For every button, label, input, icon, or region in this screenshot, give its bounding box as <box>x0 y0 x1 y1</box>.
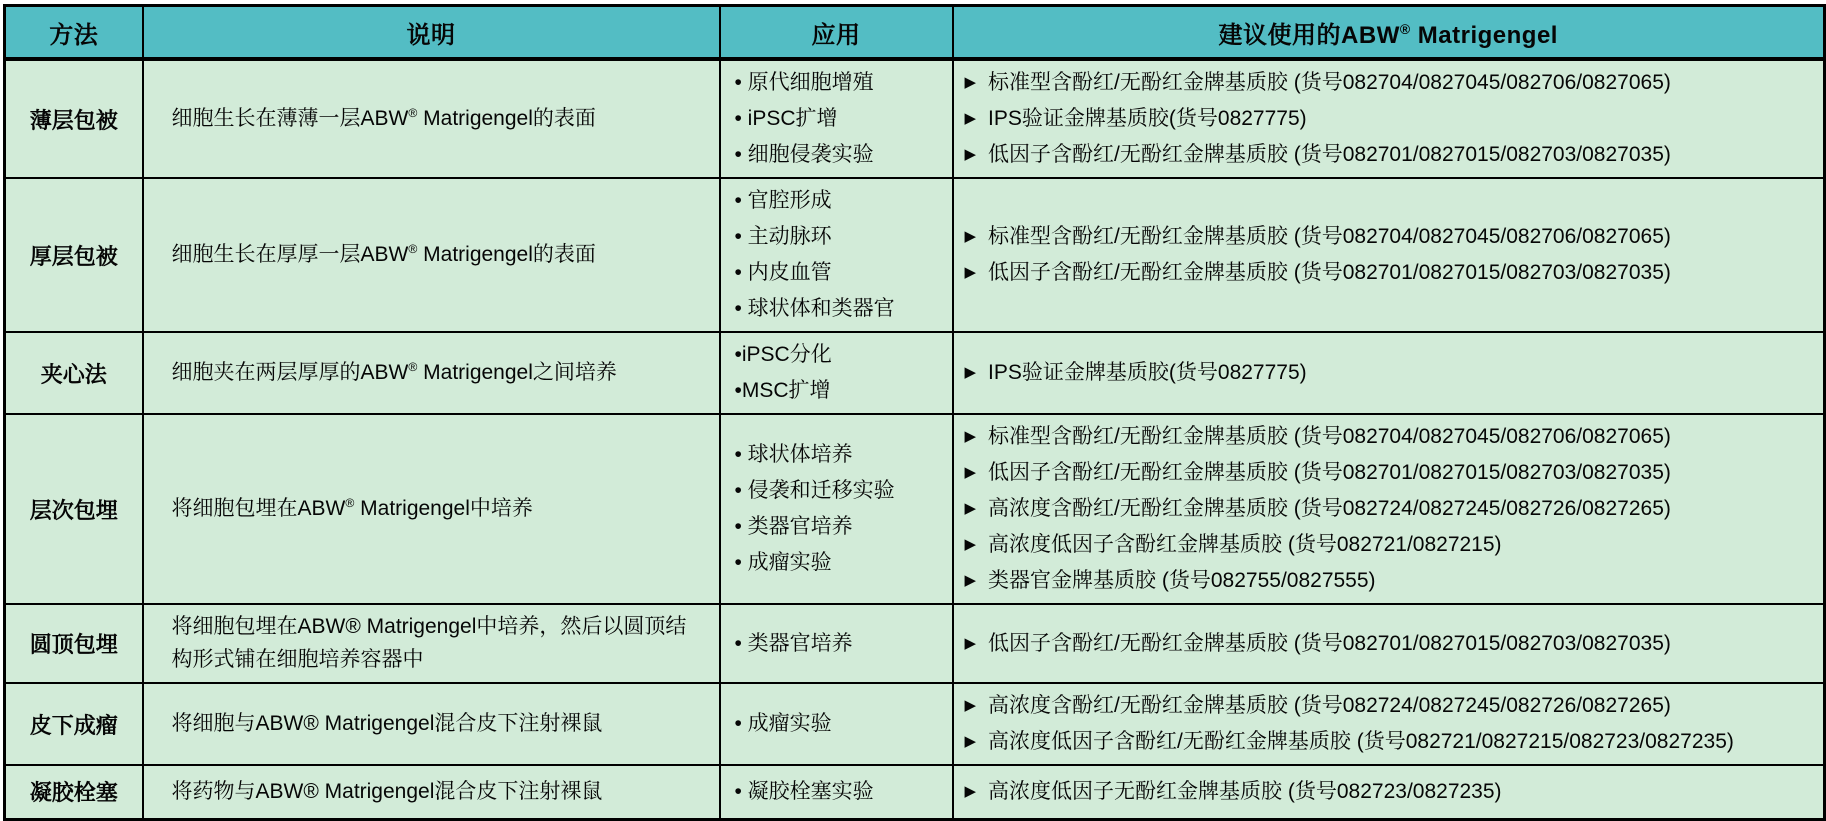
applications-cell <box>720 765 953 819</box>
method-cell: 皮下成瘤 <box>5 683 143 765</box>
description-cell: 将细胞包埋在ABW® Matrigengel中培养，然后以圆顶结构形式铺在细胞培养容器中 <box>143 604 720 683</box>
application-item: • 细胞侵袭实验 <box>734 143 874 166</box>
method-cell: 薄层包被 <box>5 59 143 178</box>
table-frame <box>3 4 1823 821</box>
applications-cell <box>720 178 953 332</box>
method-cell: 凝胶栓塞 <box>5 765 143 819</box>
recommendation-item <box>962 455 1818 491</box>
table-row <box>5 414 1825 604</box>
recommendations-cell <box>953 604 1825 683</box>
applications-cell <box>720 59 953 178</box>
recommendation-text: 高浓度含酚红/无酚红金牌基质胶 (货号082724/0827245/082726/0827265) <box>988 497 1671 520</box>
recommendation-text: 高浓度低因子含酚红金牌基质胶 (货号082721/0827215) <box>988 533 1502 556</box>
recommendations-cell <box>953 178 1825 332</box>
description-cell: 将药物与ABW® Matrigengel混合皮下注射裸鼠 <box>143 765 720 819</box>
recommendation-text: 高浓度含酚红/无酚红金牌基质胶 (货号082724/0827245/082726/0827265) <box>988 694 1671 718</box>
applications-cell <box>720 332 953 414</box>
recommendation-item <box>962 563 1818 599</box>
table-header <box>5 6 1825 60</box>
table-row <box>5 178 1825 332</box>
application-item: • 类器官培养 <box>734 515 853 538</box>
table-row <box>5 765 1825 819</box>
application-item: • 凝胶栓塞实验 <box>734 779 874 803</box>
recommendations-cell <box>953 414 1825 604</box>
recommendation-item <box>962 255 1818 291</box>
arrow-bullet-icon: ▶ <box>964 782 977 800</box>
applications-cell <box>720 414 953 604</box>
recommendation-text: IPS验证金牌基质胶(货号0827775) <box>988 107 1307 130</box>
recommendation-item <box>962 626 1818 662</box>
application-item: • 原代细胞增殖 <box>734 71 874 94</box>
method-cell: 夹心法 <box>5 332 143 414</box>
table-row <box>5 59 1825 178</box>
arrow-bullet-icon: ▶ <box>964 428 977 445</box>
recommendation-item <box>962 774 1818 810</box>
arrow-bullet-icon: ▶ <box>964 110 977 127</box>
recommendation-item <box>962 137 1818 173</box>
application-item: • 内皮血管 <box>734 261 832 284</box>
recommendation-text: 标准型含酚红/无酚红金牌基质胶 (货号082704/0827045/082706/0827065) <box>988 71 1671 94</box>
recommendations-cell <box>953 765 1825 819</box>
application-item: • 侵袭和迁移实验 <box>734 479 895 502</box>
description-cell: 细胞生长在薄薄一层ABW® Matrigengel的表面 <box>143 59 720 178</box>
recommendation-text: 低因子含酚红/无酚红金牌基质胶 (货号082701/0827015/082703/0827035) <box>988 261 1671 284</box>
recommendation-item <box>962 355 1818 391</box>
application-item: • 主动脉环 <box>734 225 832 248</box>
arrow-bullet-icon: ▶ <box>964 464 977 481</box>
arrow-bullet-icon: ▶ <box>964 228 977 245</box>
matrigengel-methods-table <box>3 4 1826 821</box>
description-cell: 将细胞包埋在ABW® Matrigengel中培养 <box>143 414 720 604</box>
recommendation-text: 标准型含酚红/无酚红金牌基质胶 (货号082704/0827045/082706/0827065) <box>988 225 1671 248</box>
arrow-bullet-icon: ▶ <box>964 500 977 517</box>
application-item: • 成瘤实验 <box>734 551 832 574</box>
arrow-bullet-icon: ▶ <box>964 733 977 751</box>
arrow-bullet-icon: ▶ <box>964 536 977 553</box>
application-item: • 类器官培养 <box>734 631 853 655</box>
applications-cell <box>720 604 953 683</box>
header-row <box>5 6 1825 60</box>
recommendation-item <box>962 419 1818 455</box>
recommendation-item <box>962 724 1818 760</box>
application-item: •iPSC分化 <box>734 343 832 366</box>
recommendation-item <box>962 688 1818 724</box>
header-col-recommended: 建议使用的ABW® Matrigengel <box>953 6 1825 60</box>
table-row <box>5 332 1825 414</box>
recommendation-text: 高浓度低因子无酚红金牌基质胶 (货号082723/0827235) <box>988 779 1502 803</box>
applications-cell <box>720 683 953 765</box>
arrow-bullet-icon: ▶ <box>964 572 977 589</box>
description-cell: 细胞生长在厚厚一层ABW® Matrigengel的表面 <box>143 178 720 332</box>
recommendation-item <box>962 219 1818 255</box>
method-cell: 层次包埋 <box>5 414 143 604</box>
application-item: • 成瘤实验 <box>734 712 832 736</box>
table-row <box>5 683 1825 765</box>
recommendations-cell <box>953 332 1825 414</box>
arrow-bullet-icon: ▶ <box>964 146 977 163</box>
recommendation-text: 低因子含酚红/无酚红金牌基质胶 (货号082701/0827015/082703/0827035) <box>988 143 1671 166</box>
recommendation-text: 类器官金牌基质胶 (货号082755/0827555) <box>988 569 1376 592</box>
description-cell: 将细胞与ABW® Matrigengel混合皮下注射裸鼠 <box>143 683 720 765</box>
method-cell: 圆顶包埋 <box>5 604 143 683</box>
recommendation-item <box>962 65 1818 101</box>
recommendations-cell <box>953 59 1825 178</box>
recommendation-text: 低因子含酚红/无酚红金牌基质胶 (货号082701/0827015/082703/0827035) <box>988 461 1671 484</box>
arrow-bullet-icon: ▶ <box>964 74 977 91</box>
table-row <box>5 604 1825 683</box>
arrow-bullet-icon: ▶ <box>964 264 977 281</box>
recommendation-text: 高浓度低因子含酚红/无酚红金牌基质胶 (货号082721/0827215/082723/0827235) <box>988 730 1734 754</box>
arrow-bullet-icon: ▶ <box>964 634 977 652</box>
header-col-description: 说明 <box>143 6 720 60</box>
recommendations-cell <box>953 683 1825 765</box>
application-item: •MSC扩增 <box>734 379 831 402</box>
header-col-method: 方法 <box>5 6 143 60</box>
arrow-bullet-icon: ▶ <box>964 697 977 715</box>
application-item: • 官腔形成 <box>734 189 832 212</box>
recommendation-item <box>962 101 1818 137</box>
recommendation-item <box>962 527 1818 563</box>
recommendation-item <box>962 491 1818 527</box>
application-item: • 球状体培养 <box>734 443 853 466</box>
recommendation-text: 低因子含酚红/无酚红金牌基质胶 (货号082701/0827015/082703/0827035) <box>988 631 1671 655</box>
recommendation-text: IPS验证金牌基质胶(货号0827775) <box>988 361 1307 384</box>
application-item: • iPSC扩增 <box>734 107 838 130</box>
application-item: • 球状体和类器官 <box>734 297 895 320</box>
description-cell: 细胞夹在两层厚厚的ABW® Matrigengel之间培养 <box>143 332 720 414</box>
arrow-bullet-icon: ▶ <box>964 364 977 381</box>
recommendation-text: 标准型含酚红/无酚红金牌基质胶 (货号082704/0827045/082706/0827065) <box>988 425 1671 448</box>
table-body <box>5 59 1825 819</box>
method-cell: 厚层包被 <box>5 178 143 332</box>
header-col-applications: 应用 <box>720 6 953 60</box>
